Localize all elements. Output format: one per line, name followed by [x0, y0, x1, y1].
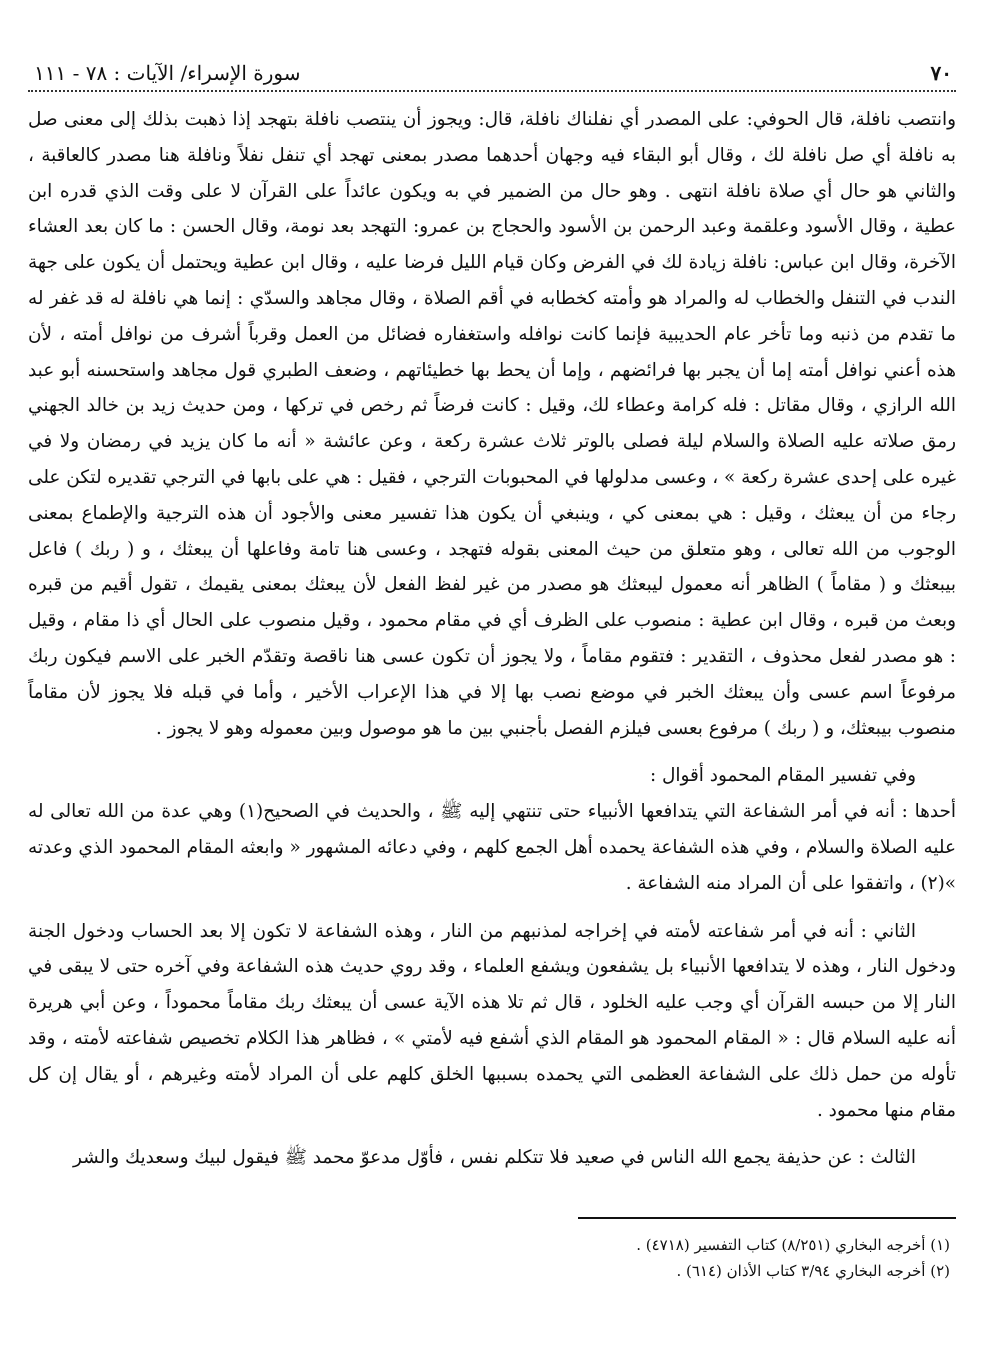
- running-title: سورة الإسراء/ الآيات : ٧٨ - ١١١: [34, 61, 301, 85]
- footnote-divider: [578, 1217, 956, 1219]
- paragraph-third-view: الثالث : عن حذيفة يجمع الله الناس في صعيد فلا تتكلم نفس ، فأوّل مدعوّ محمد ﷺ فيقول لبيك وسعديك والشر: [73, 1147, 916, 1169]
- footnote-1: (١) أخرجه البخاري (٨/٢٥١) كتاب التفسير (٤٧١٨) .: [636, 1236, 950, 1254]
- page-number: ٧٠: [930, 61, 952, 85]
- paragraph-main: وانتصب نافلة، قال الحوفي: على المصدر أي نفلناك نافلة، قال: ويجوز أن ينتصب نافلة بتهجد إذا ذهبت بذلك إلى معنى صل به نافلة أي صل نافلة لك ، وقال أبو البقاء فيه وجهان أحدهما مصدر بمعنى تهجد أي تنفل نفلاً ونافلة هنا مصدر كالعاقبة ، والثاني هو حال أي صلاة نافلة انتهى . وهو حال من الضمير في به ويكون عائداً على القرآن لا على وقت الذي قدره ابن عطية ، وقال الأسود وعلقمة وعبد الرحمن بن الأسود والحجاج بن عمرو: التهجد بعد نومة، وقال الحسن : ما كان بعد العشاء الآخرة، وقال ابن عباس: نافلة زيادة لك في الفرض وكان قيام الليل فرضا عليه ، وقال ابن عطية ويحتمل أن يكون على جهة الندب في التنفل والخطاب له والمراد هو وأمته كخطابه في أقم الصلاة ، وقال مجاهد والسدّي : إنما هي نافلة له قد غفر له ما تقدم من ذنبه وما تأخر عام الحديبية فإنما كانت نوافله واستغفاره فضائل من العمل وقرباً أشرف من نوافل أمته ، لأن هذه أعني نوافل أمته إما أن يجبر بها فرائضهم ، وإما أن يحط بها خطيئاتهم ، وضعف الطبري قول مجاهد واستحسنه أبو عبد الله الرازي ، وقال مقاتل : فله كرامة وعطاء لك، وقيل : كانت فرضاً ثم رخص في تركها ، ومن حديث زيد بن خالد الجهني رمق صلاته عليه الصلاة والسلام ليلة فصلى بالوتر ثلاث عشرة ركعة ، وعن عائشة « أنه ما كان يزيد في رمضان ولا في غيره على إحدى عشرة ركعة » ، وعسى مدلولها في المحبوبات الترجي ، فقيل : هي على بابها في الترجي تقديره لتكن على رجاء من أن يبعثك ، وقيل : هي بمعنى كي ، وينبغي أن يكون هذا تفسير معنى والأجود أن هذه الترجية والإطماع بمعنى الوجوب من الله تعالى ، وهو متعلق من حيث المعنى بقوله فتهجد ، وعسى هنا تامة وفاعلها أن يبعثك ، و ( ربك ) فاعل بيبعثك و ( مقاماً ) الظاهر أنه معمول ليبعثك هو مصدر من غير لفظ الفعل لأن يبعثك بمعنى يقيمك ، تقول أقيم من قبره وبعث من قبره ، وقال ابن عطية : منصوب على الظرف أي في مقام محمود ، وقيل منصوب على الحال أي ذا مقام ، وقيل : هو مصدر لفعل محذوف ، التقدير : فتقوم مقاماً ، ولا يجوز أن تكون عسى هنا ناقصة وتقدّم الخبر على الاسم فيكون ربك مرفوعاً اسم عسى وأن يبعثك الخبر في موضع نصب بها إلا في هذا الإعراب الأخير ، وأما في قبله فلا يجوز لأن مقاماً منصوب بيبعثك، و ( ربك ) مرفوع بعسى فيلزم الفصل بأجنبي بين ما هو موصول وبين معموله وهو لا يجوز .: [28, 109, 956, 739]
- paragraph-first-view: أحدها : أنه في أمر الشفاعة التي يتدافعها الأنبياء حتى تنتهي إليه ﷺ ، والحديث في الصحيح(١) وهي عدة من الله تعالى له عليه الصلاة والسلام ، وفي هذه الشفاعة يحمده أهل الجمع كلهم ، وفي دعائه المشهور « وابعثه المقام المحمود الذي وعدته »(٢) ، واتفقوا على أن المراد منه الشفاعة .: [28, 801, 956, 894]
- footnote-2: (٢) أخرجه البخاري ٣/٩٤ كتاب الأذان (٦١٤) .: [676, 1262, 950, 1280]
- paragraph-second-view: الثاني : أنه في أمر شفاعته لأمته في إخراجه لمذنبهم من النار ، وهذه الشفاعة لا تكون إلا بعد الحساب ودخول الجنة ودخول النار ، وهذه لا يتدافعها الأنبياء بل يشفعون ويشفع العلماء ، وقد روي حديث هذه الشفاعة وفي آخره حتى لا يبقى في النار إلا من حبسه القرآن أي وجب عليه الخلود ، قال ثم تلا هذه الآية عسى أن يبعثك ربك مقاماً محموداً ، وعن أبي هريرة أنه عليه السلام قال : « المقام المحمود هو المقام الذي أشفع فيه لأمتي » ، فظاهر هذا الكلام تخصيص شفاعته لأمته ، وقد تأوله من حمل ذلك على الشفاعة العظمى التي يحمده بسببها الخلق كلهم على أن المراد لأمته وغيرهم ، أو يقال إن كل مقام منها محمود .: [28, 920, 956, 1121]
- main-text: [28, 102, 956, 1176]
- paragraph-intro: وفي تفسير المقام المحمود أقوال :: [650, 765, 916, 787]
- page-header: [28, 56, 956, 92]
- book-page: [28, 56, 956, 1356]
- footnotes: [636, 1232, 950, 1284]
